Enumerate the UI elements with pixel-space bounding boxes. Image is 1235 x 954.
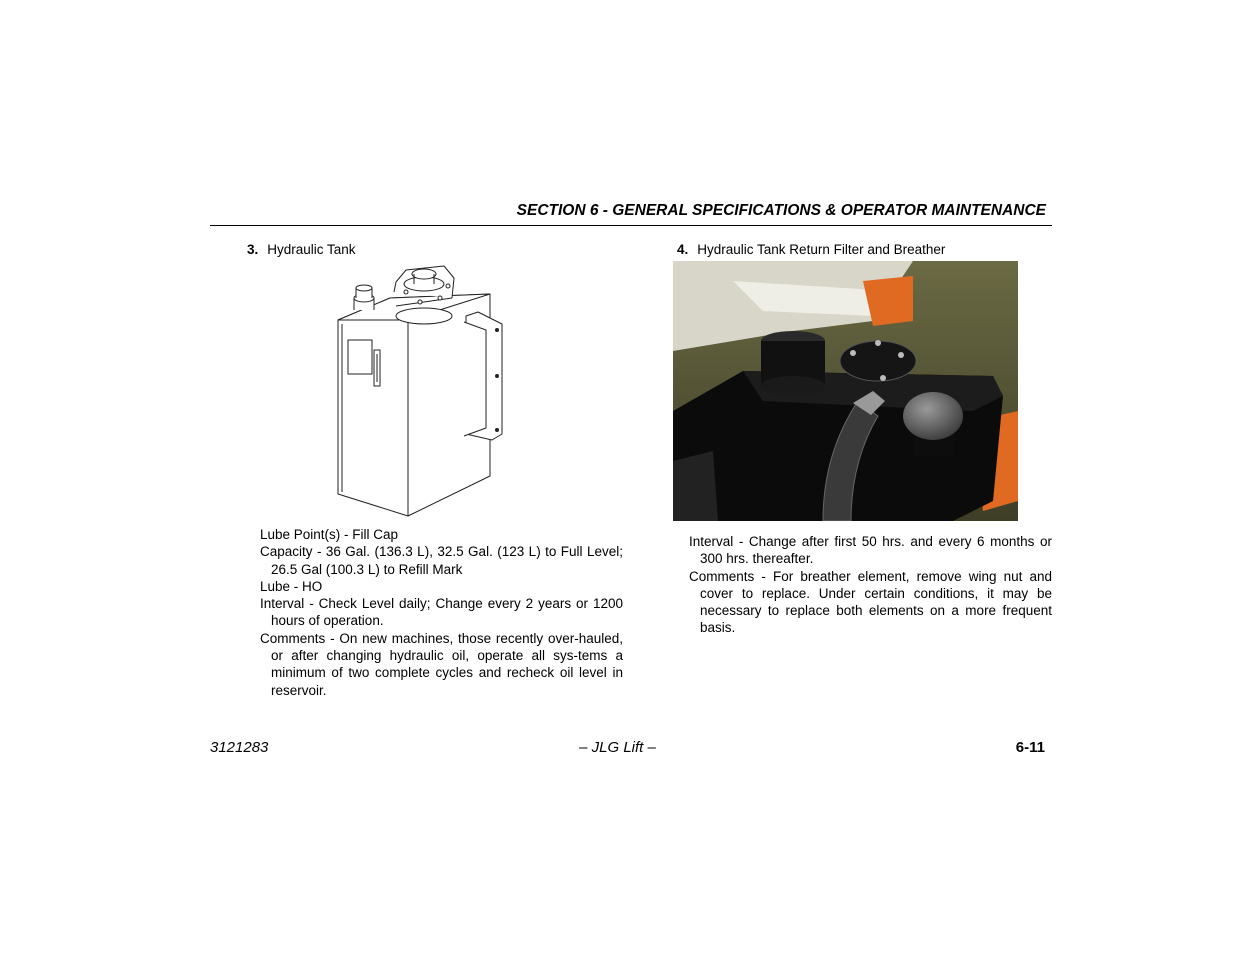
- item-4-title: Hydraulic Tank Return Filter and Breather: [697, 242, 946, 257]
- footer-page-number: 6-11: [1015, 739, 1045, 756]
- item-4-number: 4.: [677, 242, 689, 257]
- header-rule: [210, 225, 1052, 226]
- item-3-details: [260, 526, 623, 699]
- item-4-line-comments: Comments - For breather element, remove wing nut and cover to replace. Under certain conditions, it may be necessary to replace both elements on a more frequent basis.: [689, 568, 1052, 636]
- return-filter-breather-photo: [673, 261, 1018, 521]
- item-3-line-interval: Interval - Check Level daily; Change every 2 years or 1200 hours of operation.: [260, 596, 623, 629]
- item-4-line-interval: Interval - Change after first 50 hrs. and every 6 months or 300 hrs. thereafter.: [689, 534, 1052, 567]
- item-3-title: Hydraulic Tank: [267, 242, 356, 257]
- section-title: SECTION 6 - GENERAL SPECIFICATIONS & OPERATOR MAINTENANCE: [516, 202, 1046, 219]
- item-4-heading: [677, 242, 945, 257]
- item-3-number: 3.: [247, 242, 259, 257]
- footer-center: – JLG Lift –: [579, 739, 656, 756]
- item-3-line-lube: Lube - HO: [260, 578, 323, 594]
- item-4-details: [689, 533, 1052, 637]
- hydraulic-tank-diagram: [330, 258, 510, 520]
- item-3-line-capacity: Capacity - 36 Gal. (136.3 L), 32.5 Gal. (123 L) to Full Level; 26.5 Gal (100.3 L) to Refill Mark: [260, 544, 623, 577]
- item-3-line-comments: Comments - On new machines, those recently over-hauled, or after changing hydraulic oil, operate all sys-tems a minimum of two complete cycles and recheck oil level in reservoir.: [260, 630, 623, 698]
- item-3-heading: [247, 242, 356, 257]
- footer-doc-number: 3121283: [210, 739, 269, 756]
- item-3-line-fill-cap: Lube Point(s) - Fill Cap: [260, 527, 399, 542]
